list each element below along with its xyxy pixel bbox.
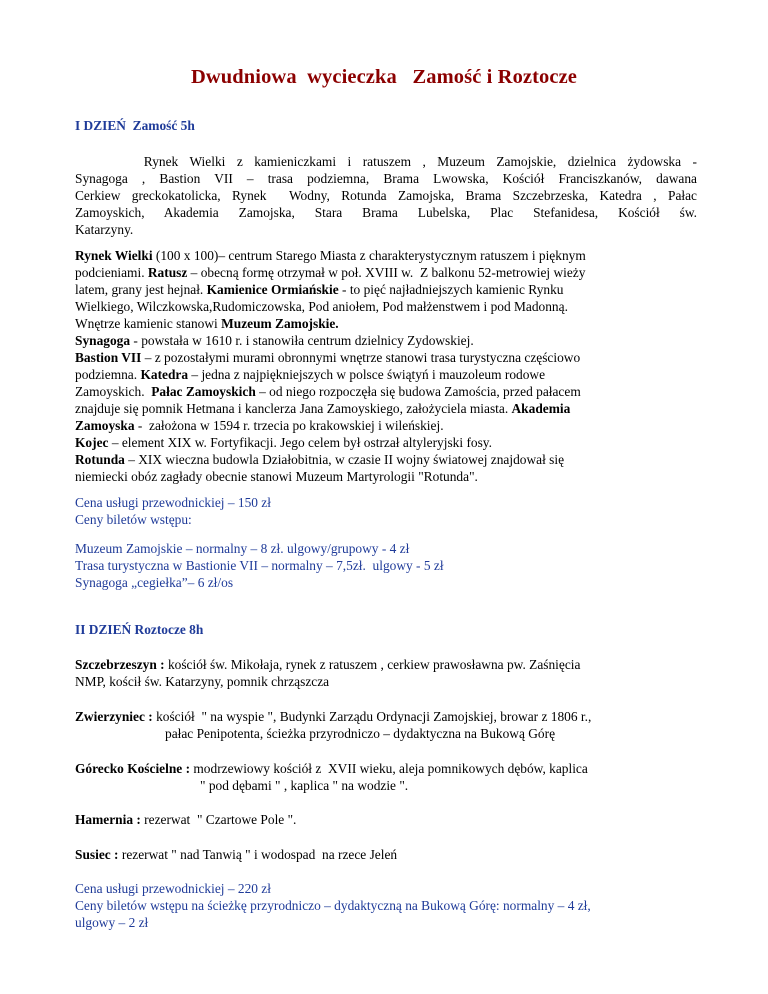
bastion-line <box>75 349 580 366</box>
ticket-price-item: Muzeum Zamojskie – normalny – 8 zł. ulgowy/grupowy - 4 zł <box>75 541 410 556</box>
rotunda-line <box>75 451 564 468</box>
palac-text: znajduje się pomnik Hetmana i kanclerza Jana Zamoyskiego, założyciela miasta. <box>75 401 512 416</box>
akademia-term: Zamoyska <box>75 418 135 433</box>
zwierzyniec-term: Zwierzyniec : <box>75 709 153 724</box>
zwierzyniec-text: kościół " na wyspie ", Budynki Zarządu Ordynacji Zamojskiej, browar z 1806 r., <box>152 709 592 724</box>
susiec-line <box>75 846 397 863</box>
szczebrzeszyn-text: kościół św. Mikołaja, rynek z ratuszem , cerkiew prawosławna pw. Zaśnięcia <box>164 657 581 672</box>
day1-intro-line: Katarzyny. <box>75 222 134 237</box>
kojec-term: Kojec <box>75 435 109 450</box>
rotunda-text: – XIX wieczna budowla Działobitnia, w czasie II wojny światowej znajdował się <box>124 452 565 467</box>
gorecko-line <box>75 760 588 777</box>
hamernia-text: rezerwat " Czartowe Pole ". <box>140 812 297 827</box>
akademia-line <box>75 417 444 434</box>
rynek-text: latem, grany jest hejnał. <box>75 282 207 297</box>
bastion-term: Bastion VII <box>75 350 142 365</box>
gorecko-text: modrzewiowy kościół z XVII wieku, aleja pomnikowych dębów, kaplica <box>190 761 588 776</box>
day1-intro-line: Synagoga , Bastion VII – trasa podziemna, Brama Lwowska, Kościół Franciszkanów, dawana <box>75 171 697 186</box>
rynek-paragraph-line <box>75 247 586 264</box>
day2-ticket-price: Ceny biletów wstępu na ścieżkę przyrodniczo – dydaktyczną na Bukową Górę: normalny – 4 zł, <box>75 898 591 913</box>
palac-text: – od niego rozpoczęła się budowa Zamościa, przed pałacem <box>255 384 581 399</box>
szczebrzeszyn-line: NMP, kościł św. Katarzyny, pomnik chrząszcza <box>75 674 330 689</box>
rotunda-term: Rotunda <box>75 452 125 467</box>
day2-heading: II DZIEŃ Roztocze 8h <box>75 622 204 637</box>
rynek-text: (100 x 100)– centrum Starego Miasta z charakterystycznym ratuszem i pięknym <box>152 248 586 263</box>
day2-ticket-price: ulgowy – 2 zł <box>75 915 149 930</box>
rynek-paragraph-line: Wielkiego, Wilczkowska,Rudomiczowska, Pod aniołem, Pod małżenstwem i pod Madonną. <box>75 299 568 314</box>
day1-tickets-label: Ceny biletów wstępu: <box>75 512 192 527</box>
palac-line <box>75 383 581 400</box>
day1-intro-line: Rynek Wielki z kamieniczkami i ratuszem , Muzeum Zamojskie, dzielnica żydowska - <box>75 154 697 169</box>
zwierzyniec-line <box>75 708 591 725</box>
susiec-term: Susiec : <box>75 847 119 862</box>
ratusz-text: – obecną formę otrzymał w poł. XVIII w. Z balkonu 52-metrowiej wieży <box>187 265 586 280</box>
day2-guide-price: Cena usługi przewodnickiej – 220 zł <box>75 881 271 896</box>
bastion-line <box>75 366 545 383</box>
akademia-text: - założona w 1594 r. trzecia po krakowskiej i wileńskiej. <box>134 418 444 433</box>
bastion-text: – z pozostałymi murami obronnymi wnętrze stanowi trasa turystyczna częściowo <box>141 350 581 365</box>
kamienice-text: - to pięć najładniejszych kamienic Rynku <box>338 282 564 297</box>
rynek-text: podcieniami. <box>75 265 148 280</box>
rynek-paragraph-line <box>75 264 585 281</box>
kamienice-text: Wnętrze kamienic stanowi <box>75 316 222 331</box>
susiec-text: rezerwat " nad Tanwią " i wodospad na rzece Jeleń <box>118 847 398 862</box>
katedra-term: Katedra <box>140 367 189 382</box>
zwierzyniec-line: pałac Penipotenta, ścieżka przyrodniczo – dydaktyczna na Bukową Górę <box>165 726 556 741</box>
gorecko-term: Górecko Kościelne : <box>75 761 191 776</box>
palac-term: Pałac Zamoyskich <box>151 384 256 399</box>
rotunda-line: niemiecki obóz zagłady obecnie stanowi Muzeum Martyrologii "Rotunda". <box>75 469 478 484</box>
ticket-price-item: Trasa turystyczna w Bastionie VII – normalny – 7,5zł. ulgowy - 5 zł <box>75 558 444 573</box>
ticket-price-item: Synagoga „cegiełka”– 6 zł/os <box>75 575 234 590</box>
synagoga-line <box>75 332 474 349</box>
szczebrzeszyn-term: Szczebrzeszyn : <box>75 657 165 672</box>
katedra-text: – jedna z najpiękniejszych w polsce świątyń i mauzoleum rodowe <box>188 367 546 382</box>
ratusz-term: Ratusz <box>147 265 188 280</box>
rynek-paragraph-line <box>75 315 339 332</box>
kamienice-term: Kamienice Ormiańskie <box>206 282 339 297</box>
kojec-text: – element XIX w. Fortyfikacji. Jego celem był ostrzał altyleryjski fosy. <box>108 435 492 450</box>
muzeum-term: Muzeum Zamojskie. <box>221 316 339 331</box>
day1-intro-line: Zamoyskich, Akademia Zamojska, Stara Brama Lubelska, Plac Stefanidesa, Kościół św. <box>75 205 697 220</box>
synagoga-text: - powstała w 1610 r. i stanowiła centrum dzielnicy Zydowskiej. <box>130 333 474 348</box>
palac-line <box>75 400 570 417</box>
bastion-text: podziemna. <box>75 367 141 382</box>
day1-guide-price: Cena usługi przewodnickiej – 150 zł <box>75 495 271 510</box>
hamernia-term: Hamernia : <box>75 812 141 827</box>
gorecko-line: " pod dębami " , kaplica " na wodzie ". <box>200 778 409 793</box>
page-title: Dwudniowa wycieczka Zamość i Roztocze <box>190 66 578 88</box>
katedra-text: Zamoyskich. <box>75 384 152 399</box>
rynek-term: Rynek Wielki <box>75 248 153 263</box>
day1-heading: I DZIEŃ Zamość 5h <box>75 118 195 133</box>
hamernia-line <box>75 811 296 828</box>
day1-intro-line: Cerkiew greckokatolicka, Rynek Wodny, Rotunda Zamojska, Brama Szczebrzeska, Katedra , Pałac <box>75 188 697 203</box>
synagoga-term: Synagoga <box>75 333 131 348</box>
szczebrzeszyn-line <box>75 656 580 673</box>
kojec-line <box>75 434 492 451</box>
akademia-term: Akademia <box>511 401 571 416</box>
rynek-paragraph-line <box>75 281 563 298</box>
